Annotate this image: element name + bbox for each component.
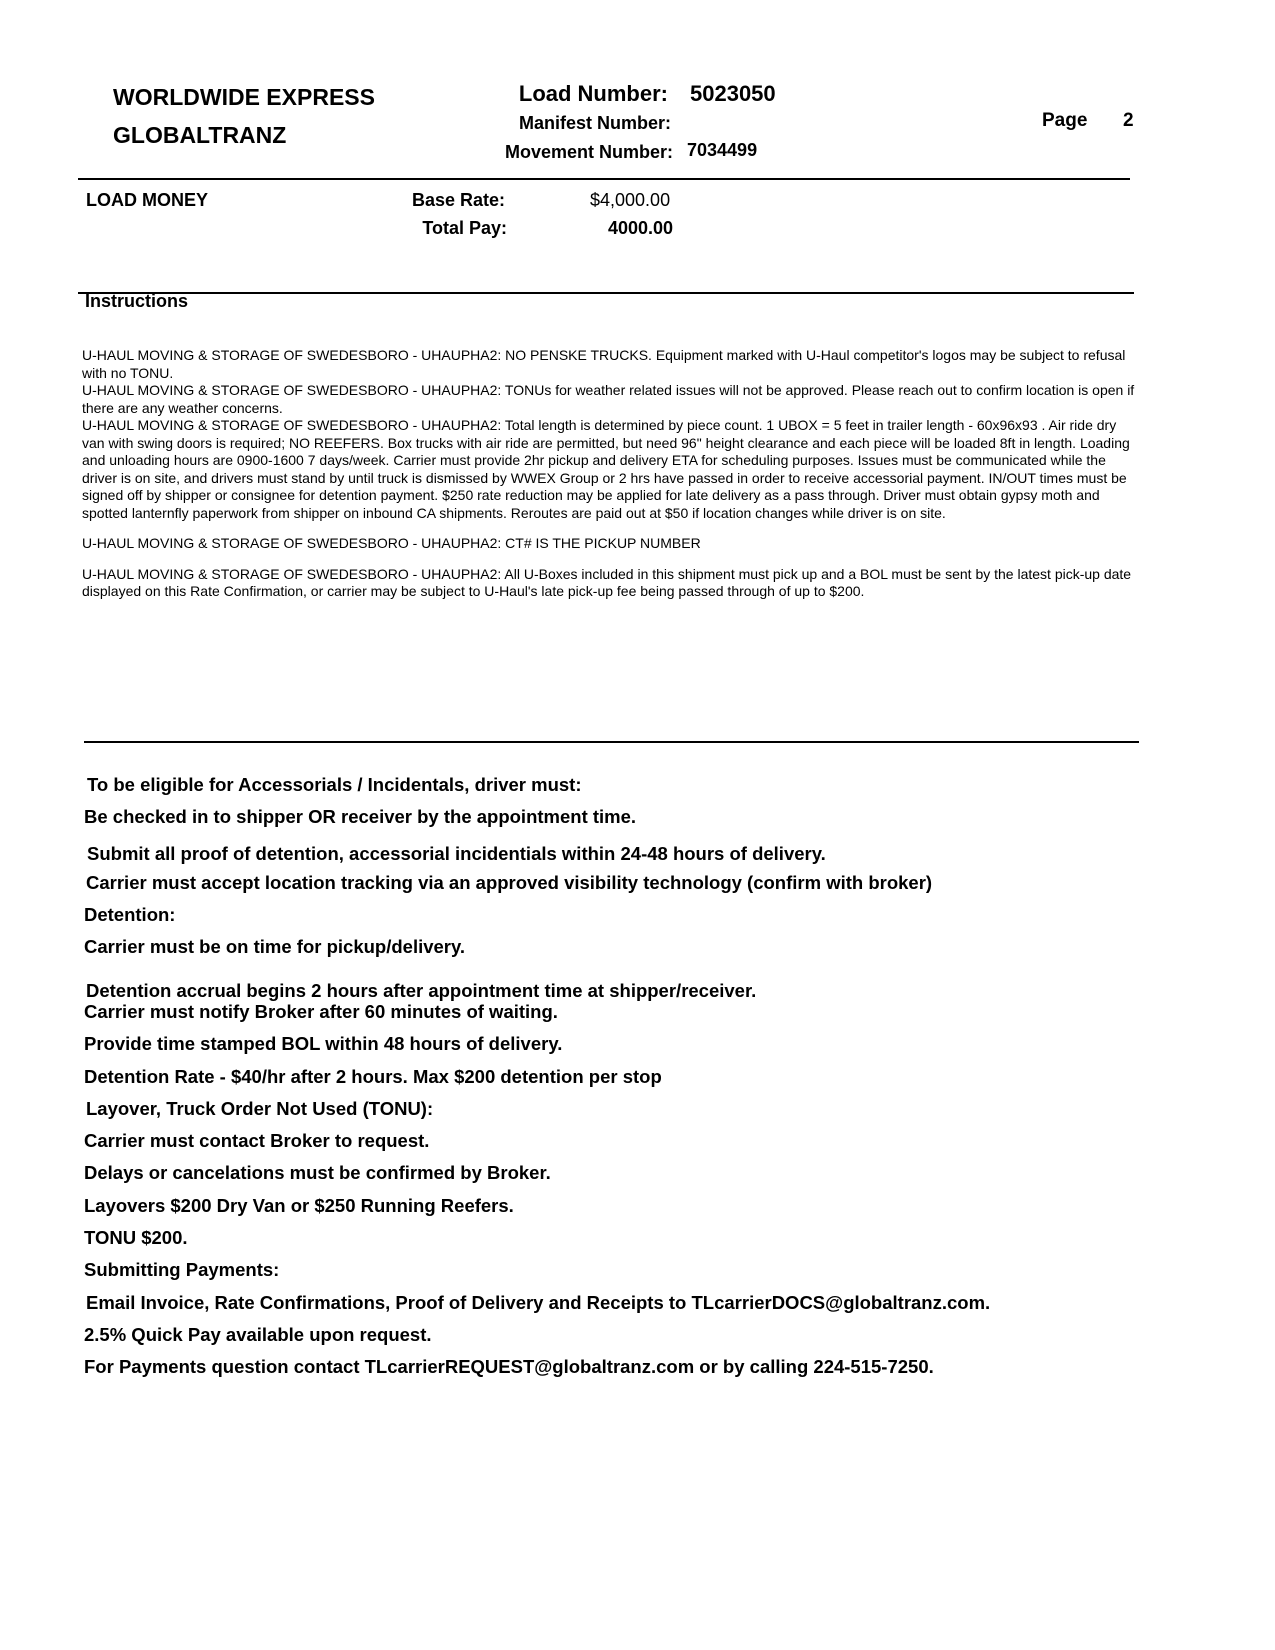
instructions-divider	[78, 292, 1134, 294]
instruction-item: U-HAUL MOVING & STORAGE OF SWEDESBORO - UHAUPHA2: All U-Boxes included in this shipment must pick up and a BOL must be sent by the latest pick-up date displayed on this Rate Confirmation, or carrier may be subject to U-Haul's late pick-up fee being passed through of up to $200.	[82, 565, 1132, 599]
policy-line: Detention Rate - $40/hr after 2 hours. Max $200 detention per stop	[84, 1066, 662, 1087]
instruction-item: U-HAUL MOVING & STORAGE OF SWEDESBORO - UHAUPHA2: Total length is determined by piece count. 1 UBOX = 5 feet in trailer length - 60x96x93 . Air ride dry van with swing doors is required; NO REEFERS. Box trucks with air ride are permitted, but need 96" height clearance and each piece will be loaded 8ft in length. Loading and unloading hours are 0900-1600 7 days/week. Carrier must provide 2hr pickup and delivery ETA for scheduling purposes. Issues must be communicated while the driver is on site, and drivers must stand by until truck is dismissed by WWEX Group or 2 hrs have passed in order to receive accessorial payment. IN/OUT times must be signed off by shipper or consignee for detention payment. $250 rate reduction may be applied for late delivery as a pass through. Driver must obtain gypsy moth and spotted lanternfly paperwork from shipper on inbound CA shipments. Reroutes are paid out at $50 if location changes while driver is on site.	[82, 417, 1130, 521]
policy-line: Be checked in to shipper OR receiver by the appointment time.	[84, 806, 637, 827]
instruction-item: U-HAUL MOVING & STORAGE OF SWEDESBORO - UHAUPHA2: CT# IS THE PICKUP NUMBER	[82, 535, 701, 551]
total-pay-value: 4000.00	[608, 218, 674, 238]
total-pay-label: Total Pay:	[422, 218, 507, 238]
policy-line: Delays or cancelations must be confirmed by Broker.	[84, 1162, 551, 1183]
policy-line: Carrier must accept location tracking via an approved visibility technology (confirm with broker)	[86, 872, 933, 893]
policy-line: Carrier must contact Broker to request.	[84, 1130, 430, 1151]
policy-line: Carrier must notify Broker after 60 minutes of waiting.	[84, 1001, 558, 1022]
policy-line: Detention accrual begins 2 hours after appointment time at shipper/receiver.	[86, 980, 757, 1001]
page-number: 2	[1123, 110, 1134, 131]
policy-line: For Payments question contact TLcarrierREQUEST@globaltranz.com or by calling 224-515-7250.	[84, 1356, 934, 1377]
policy-divider	[84, 741, 1139, 743]
company-name-line2: GLOBALTRANZ	[113, 122, 287, 148]
manifest-number-label: Manifest Number:	[518, 113, 671, 133]
policy-line: Layovers $200 Dry Van or $250 Running Reefers.	[84, 1195, 514, 1216]
policy-line: Provide time stamped BOL within 48 hours of delivery.	[84, 1033, 563, 1054]
policy-line: TONU $200.	[84, 1227, 188, 1248]
policy-line: To be eligible for Accessorials / Incidentals, driver must:	[87, 774, 582, 795]
policy-line: Submitting Payments:	[84, 1259, 280, 1280]
policy-line: Layover, Truck Order Not Used (TONU):	[86, 1098, 434, 1119]
load-number-label: Load Number:	[518, 81, 668, 106]
base-rate-label: Base Rate:	[411, 190, 505, 210]
policy-line: Email Invoice, Rate Confirmations, Proof of Delivery and Receipts to TLcarrierDOCS@globaltranz.com.	[86, 1292, 991, 1313]
instructions-heading: Instructions	[85, 291, 189, 311]
company-name-line1: WORLDWIDE EXPRESS	[113, 84, 375, 110]
page-label: Page	[1042, 110, 1088, 131]
movement-number-value: 7034499	[687, 140, 758, 160]
header-divider	[78, 178, 1130, 180]
movement-number-label: Movement Number:	[504, 142, 673, 162]
policy-line: Carrier must be on time for pickup/delivery.	[84, 936, 466, 957]
instruction-item: U-HAUL MOVING & STORAGE OF SWEDESBORO - UHAUPHA2: TONUs for weather related issues will not be approved. Please reach out to confirm location is open if there are any weather concerns.	[82, 382, 1135, 416]
base-rate-value: $4,000.00	[590, 190, 671, 210]
policy-line: Detention:	[84, 904, 176, 925]
load-number-value: 5023050	[690, 81, 776, 106]
instruction-item: U-HAUL MOVING & STORAGE OF SWEDESBORO - UHAUPHA2: NO PENSKE TRUCKS. Equipment marked with U-Haul competitor's logos may be subject to refusal with no TONU.	[82, 347, 1126, 381]
instructions-body	[82, 347, 1142, 614]
load-money-label: LOAD MONEY	[86, 190, 209, 210]
policy-line: 2.5% Quick Pay available upon request.	[84, 1324, 432, 1345]
policy-line: Submit all proof of detention, accessorial incidentials within 24-48 hours of delivery.	[87, 843, 826, 864]
